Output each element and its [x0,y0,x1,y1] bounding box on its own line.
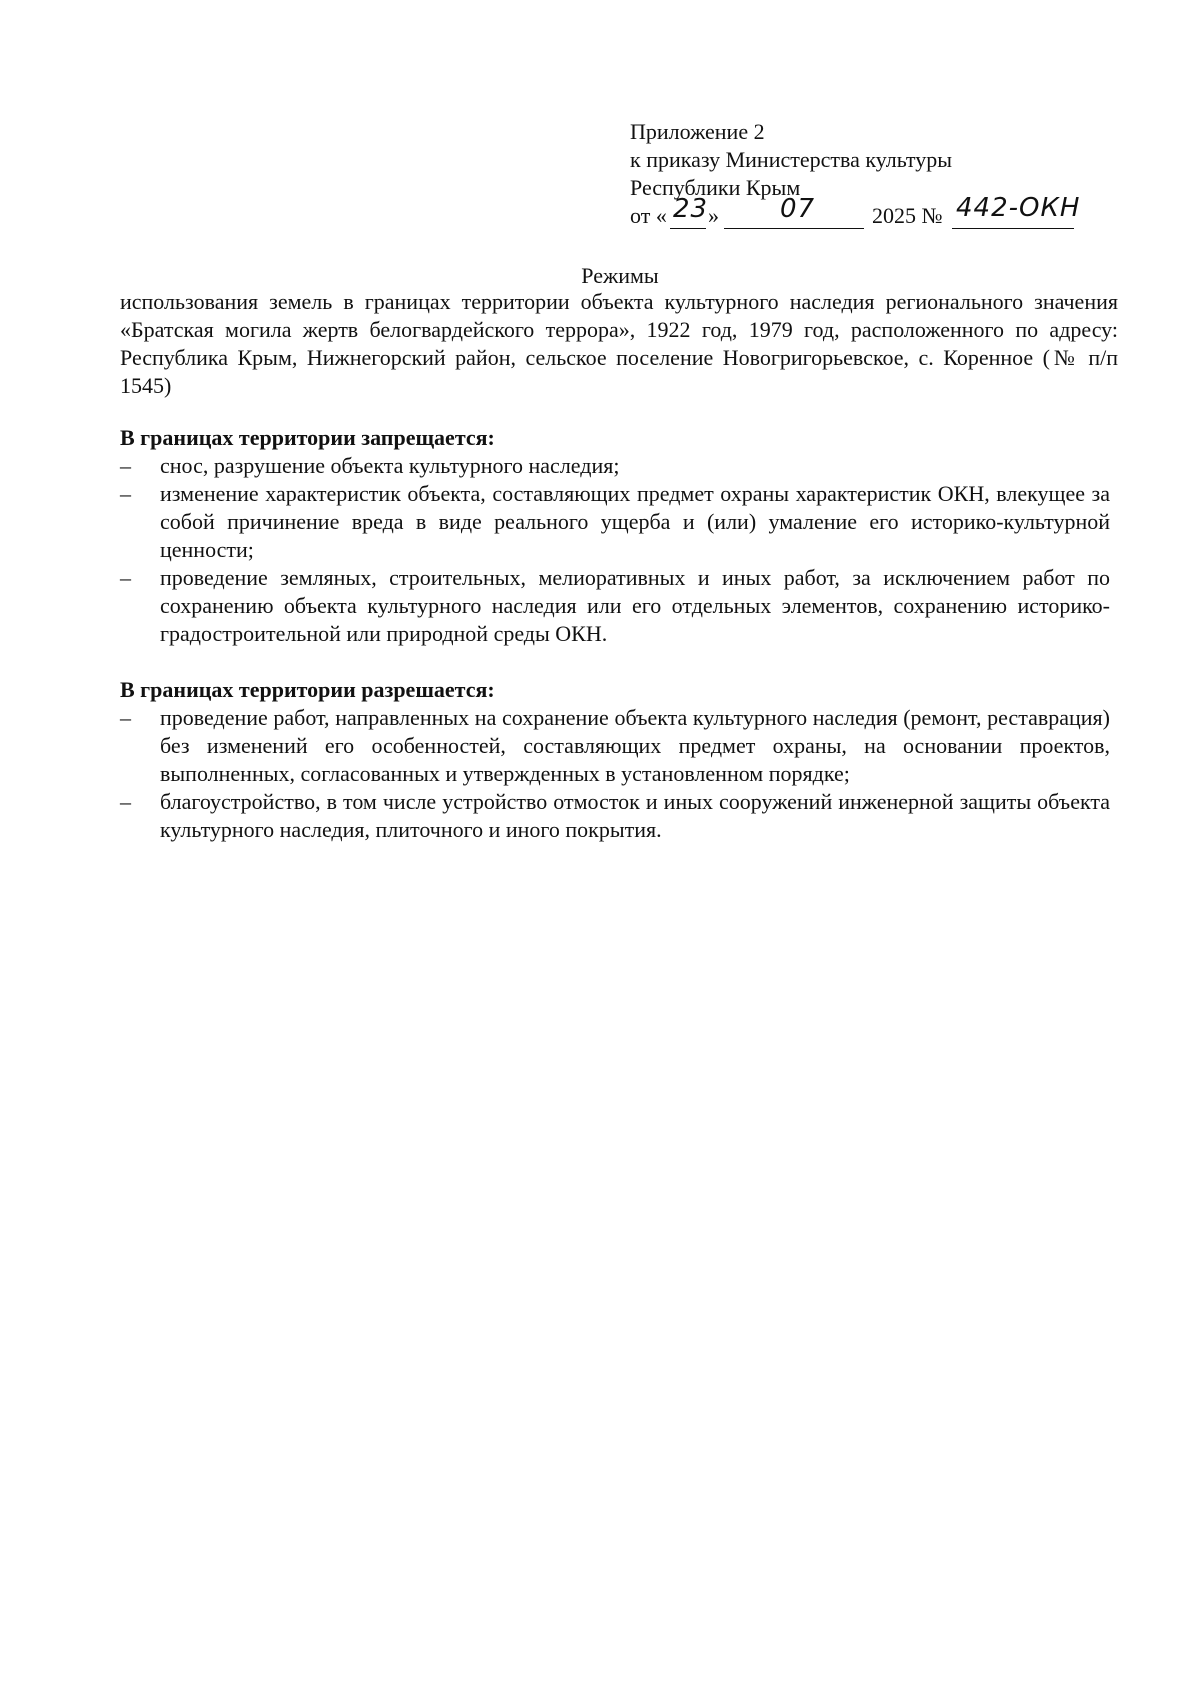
appendix-republic: Республики Крым [630,175,801,200]
list-item-text: изменение характеристик объекта, составляющих предмет охраны характеристик ОКН, влекущее за собой причинение вреда в виде реального ущерба и (или) умаление его историко-культурной ценности; [160,481,1110,562]
dash-bullet: – [120,481,131,506]
permitted-list [120,704,1120,844]
prohibited-heading: В границах территории запрещается: [120,425,495,450]
permitted-heading: В границах территории разрешается: [120,677,495,702]
prohibited-section [120,424,1120,648]
month-underline [724,228,864,229]
list-item-text: проведение земляных, строительных, мелиоративных и иных работ, за исключением работ по сохранению объекта культурного наследия или его отдельных элементов, сохранению историко-градостроительной или природной среды ОКН. [160,565,1110,646]
date-close-quote: » [708,203,719,228]
list-item-text: проведение работ, направленных на сохранение объекта культурного наследия (ремонт, реставрация) без изменений его особенностей, составляющих предмет охраны, на основании проектов, выполненных, согласованных и утвержденных в установленном порядке; [160,705,1110,786]
dash-bullet: – [120,789,131,814]
appendix-order-ref: к приказу Министерства культуры [630,147,953,172]
list-item [120,704,1110,788]
document-title: Режимы [581,263,659,288]
day-underline [670,228,706,229]
dash-bullet: – [120,705,131,730]
list-item-text: благоустройство, в том числе устройство отмосток и иных сооружений инженерной защиты объекта культурного наследия, плиточного и иного покрытия. [160,789,1110,842]
dash-bullet: – [120,565,131,590]
list-item [120,480,1110,564]
appendix-header [630,118,1100,232]
list-item [120,452,1110,480]
list-item [120,788,1110,844]
handwritten-day: 23 [673,194,709,224]
year-and-number-label: 2025 № [872,203,943,228]
permitted-section [120,676,1120,844]
number-underline [952,228,1074,229]
list-item-text: снос, разрушение объекта культурного наследия; [160,453,620,478]
date-prefix: от « [630,203,667,228]
handwritten-month: 07 [780,194,816,224]
appendix-title: Приложение 2 [630,119,765,144]
document-intro: использования земель в границах территории объекта культурного наследия регионального значения «Братская могила жертв белогвардейского террора», 1922 год, 1979 год, расположенного по адресу: Республика Крым, Нижнегорский район, сельское поселение Новогригорьевское, с. Коренное (№ п/п 1545) [120,289,1118,398]
handwritten-order-number: 442-ОКН [956,193,1081,223]
dash-bullet: – [120,453,131,478]
appendix-date-line [630,193,1100,232]
prohibited-list [120,452,1120,648]
list-item [120,564,1110,648]
